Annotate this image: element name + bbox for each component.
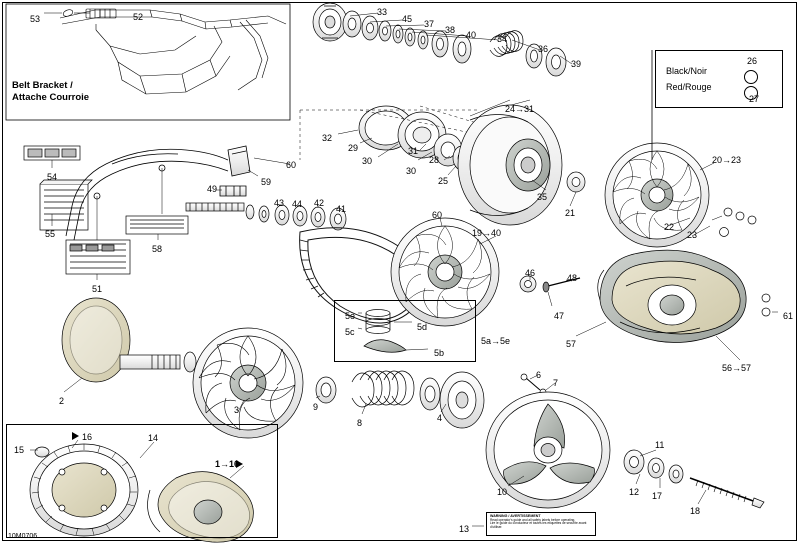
callout-51: 51 [92, 284, 103, 294]
callout-56-57: 56→57 [722, 363, 752, 373]
callout-5d: 5d [417, 322, 428, 332]
callout-12: 12 [629, 487, 640, 497]
callout-48: 48 [567, 273, 578, 283]
callout-42: 42 [314, 198, 325, 208]
callout-28: 28 [429, 155, 440, 165]
warning-decal-title: WARNING / AVERTISSEMENT [490, 514, 541, 518]
callout-1-16: 1→16 [215, 459, 240, 469]
callout-15: 15 [14, 445, 25, 455]
callout-19-40: 19→40 [472, 228, 502, 238]
callout-16: 16 [82, 432, 93, 442]
callout-39: 39 [571, 59, 582, 69]
callout-14: 14 [148, 433, 159, 443]
callout-53: 53 [30, 14, 41, 24]
warning-decal-line-2: Lire le guide du conducteur et toutes les etiquettes de securite avant d'utiliser. [490, 521, 587, 529]
callout-41: 41 [336, 204, 347, 214]
warning-decal-line-1: Read operator's guide and all safety labels before operating. [490, 517, 576, 522]
legend-swatch-black [744, 70, 758, 84]
callout-8: 8 [357, 418, 363, 428]
inset-box-5a-5e [334, 300, 476, 362]
caption-belt-bracket-line2: Attache Courroie [12, 92, 90, 103]
callout-5c: 5c [345, 327, 355, 337]
callout-2: 2 [59, 396, 65, 406]
callout-44: 44 [292, 199, 303, 209]
inset-box-bottom-left [6, 424, 278, 538]
callout-35: 35 [537, 192, 548, 202]
callout-24-31: 24→31 [505, 104, 535, 114]
callout-6: 6 [536, 370, 542, 380]
callout-26: 26 [747, 56, 758, 66]
callout-49: 49 [207, 184, 218, 194]
callout-7: 7 [553, 378, 559, 388]
caption-belt-bracket-line1: Belt Bracket / [12, 80, 73, 91]
callout-36: 36 [538, 44, 549, 54]
callout-5e: 5e [345, 311, 356, 321]
callout-3: 3 [234, 405, 240, 415]
warning-decal [486, 512, 596, 536]
callout-13: 13 [459, 524, 470, 534]
legend-line-1: Black/Noir [666, 66, 708, 76]
callout-9: 9 [313, 402, 319, 412]
callout-59: 59 [261, 177, 272, 187]
callout-60: 60 [286, 160, 297, 170]
callout-52: 52 [133, 12, 144, 22]
callout-45: 45 [402, 14, 413, 24]
drawing-code: 10M0706 [8, 533, 38, 540]
callout-57: 57 [566, 339, 577, 349]
callout-40: 40 [466, 30, 477, 40]
callout-18: 18 [690, 506, 701, 516]
callout-4: 4 [437, 413, 443, 423]
callout-11: 11 [655, 440, 665, 450]
callout-20-23: 20→23 [712, 155, 742, 165]
callout-55: 55 [45, 229, 56, 239]
callout-30b: 30 [406, 166, 417, 176]
legend-line-2: Red/Rouge [666, 82, 712, 92]
callout-33: 33 [377, 7, 388, 17]
callout-58: 58 [152, 244, 163, 254]
callout-61: 61 [783, 311, 794, 321]
callout-54: 54 [47, 172, 58, 182]
callout-17: 17 [652, 491, 663, 501]
callout-47: 47 [554, 311, 565, 321]
callout-43: 43 [274, 198, 285, 208]
callout-21: 21 [565, 208, 576, 218]
callout-32: 32 [322, 133, 333, 143]
legend-box [655, 50, 783, 108]
callout-23: 23 [687, 230, 698, 240]
callout-5b: 5b [434, 348, 445, 358]
callout-46: 46 [525, 268, 536, 278]
callout-25: 25 [438, 176, 449, 186]
callout-10: 10 [497, 487, 508, 497]
callout-34: 34 [497, 34, 508, 44]
callout-38: 38 [445, 25, 456, 35]
callout-22: 22 [664, 222, 675, 232]
callout-27: 27 [749, 94, 760, 104]
callout-60b: 60 [432, 210, 443, 220]
callout-37: 37 [424, 19, 435, 29]
callout-5a-5e: 5a→5e [481, 336, 511, 346]
callout-31: 31 [408, 146, 419, 156]
callout-30: 30 [362, 156, 373, 166]
callout-29: 29 [348, 143, 359, 153]
